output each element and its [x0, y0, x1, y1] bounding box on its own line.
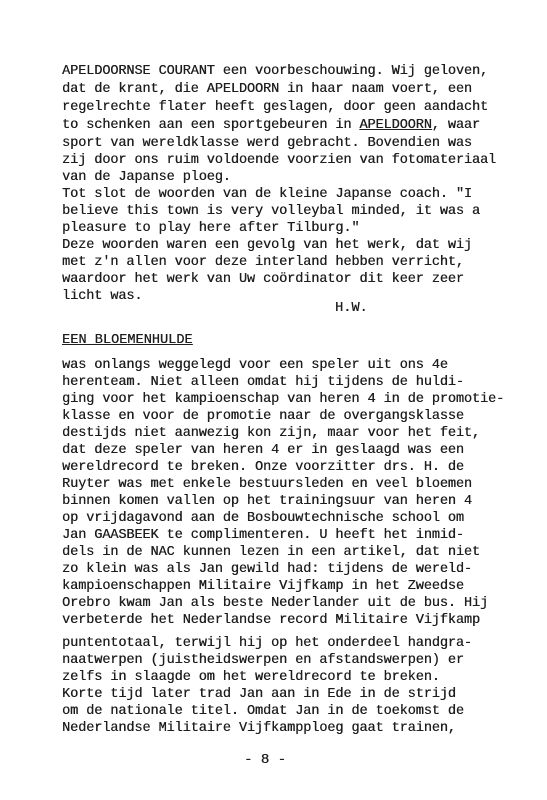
text-line-tail: , waar [431, 118, 480, 133]
text-line: was onlangs weggelegd voor een speler uit ons 4e [62, 358, 448, 373]
section-heading: EEN BLOEMENHULDE [62, 333, 193, 348]
text-line: herenteam. Niet alleen omdat hij tijdens de huldi- [62, 375, 464, 390]
text-line: klasse en voor de promotie naar de overgangsklasse [62, 409, 464, 424]
text-line: verbeterde het Nederlandse record Militaire Vijfkamp [62, 613, 480, 628]
text-line: Tot slot de woorden van de kleine Japanse coach. "I [62, 187, 472, 202]
text-line: APELDOORNSE COURANT een voorbeschouwing. Wij geloven, [62, 64, 488, 79]
text-line [62, 117, 480, 134]
text-line: dat deze speler van heren 4 er in geslaagd was een [62, 443, 464, 458]
text-line: ging voor het kampioenschap van heren 4 in de promotie- [62, 392, 505, 407]
text-line: zelfs in slaagde om het wereldrecord te breken. [62, 670, 440, 685]
text-line: naatwerpen (juistheidswerpen en afstandswerpen) er [62, 653, 464, 668]
text-line: believe this town is very volleybal minded, it was a [62, 204, 480, 219]
text-line-head: to schenken aan een sportgebeuren in [62, 118, 360, 133]
text-line: Nederlandse Militaire Vijfkampploeg gaat trainen, [62, 721, 456, 736]
text-line: regelrechte flater heeft geslagen, door geen aandacht [62, 100, 488, 115]
text-line: dat de krant, die APELDOORN in haar naam voert, een [62, 82, 472, 97]
text-line: dels in de NAC kunnen lezen in een artikel, dat niet [62, 545, 480, 560]
text-line: om de nationale titel. Omdat Jan in de toekomst de [62, 704, 464, 719]
text-line: op vrijdagavond aan de Bosbouwtechnische school om [62, 511, 464, 526]
text-line: waardoor het werk van Uw coördinator dit keer zeer [62, 272, 464, 287]
text-line: Ruyter was met enkele bestuursleden en veel bloemen [62, 477, 472, 492]
text-line: licht was. [62, 289, 143, 304]
text-line: van de Japanse ploeg. [62, 170, 231, 185]
text-line: Korte tijd later trad Jan aan in Ede in de strijd [62, 687, 456, 702]
page-number: - 8 - [244, 752, 287, 768]
text-line: destijds niet aanwezig kon zijn, maar voor het feit, [62, 426, 480, 441]
text-line: Deze woorden waren een gevolg van het werk, dat wij [62, 238, 472, 253]
text-line: puntentotaal, terwijl hij op het onderdeel handgra- [62, 636, 472, 651]
text-line: met z'n allen voor deze interland hebben verricht, [62, 255, 464, 270]
underlined-word: APELDOORN [359, 118, 432, 133]
text-line: wereldrecord te breken. Onze voorzitter drs. H. de [62, 460, 464, 475]
text-line: sport van wereldklasse werd gebracht. Bovendien was [62, 136, 472, 151]
text-line: zo klein was als Jan gewild had: tijdens de wereld- [62, 562, 472, 577]
text-line: pleasure to play here after Tilburg." [62, 221, 360, 236]
text-line: Orebro kwam Jan als beste Nederlander uit de bus. Hij [62, 596, 488, 611]
text-line: kampioenschappen Militaire Vijfkamp in het Zweedse [62, 579, 464, 594]
text-line: Jan GAASBEEK te complimenteren. U heeft het inmid- [62, 528, 464, 543]
author-signature: H.W. [335, 301, 368, 316]
text-line: zij door ons ruim voldoende voorzien van fotomateriaal [62, 153, 497, 168]
text-line: binnen komen vallen op het trainingsuur van heren 4 [62, 494, 472, 509]
